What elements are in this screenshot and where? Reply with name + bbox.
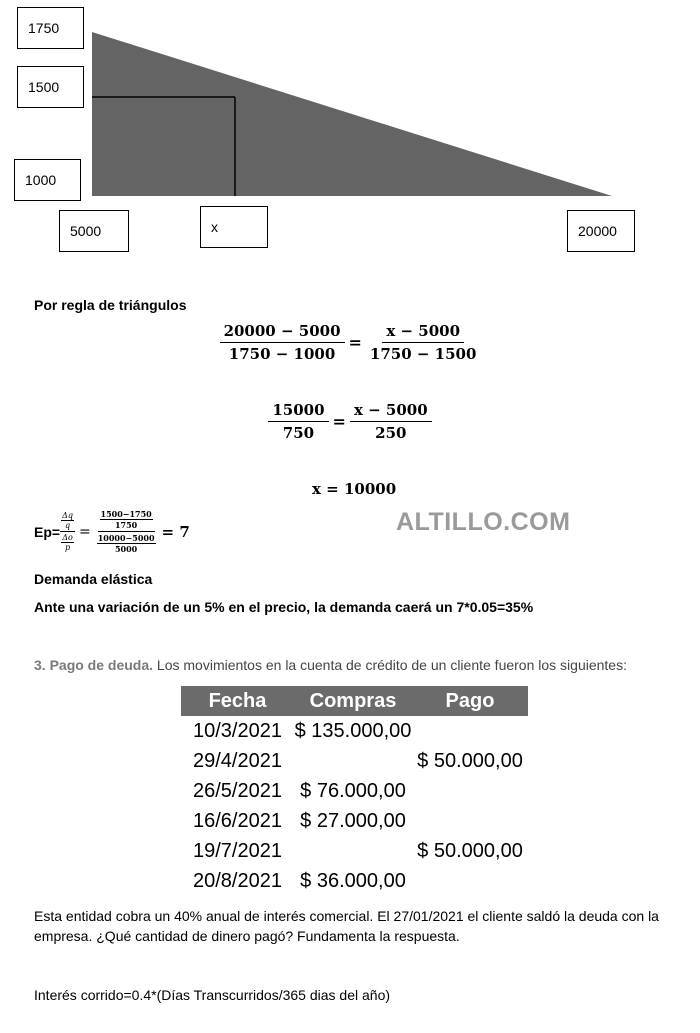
cell-compras: $ 36.000,00	[300, 869, 406, 892]
eq2-rhs-denominator: 250	[375, 424, 407, 442]
eq2-lhs-fraction	[268, 401, 328, 442]
demand-triangle	[92, 32, 612, 196]
elasticity-equals: =	[78, 523, 91, 540]
eq2-lhs-denominator: 750	[282, 424, 315, 442]
elasticity-d2: 5000	[114, 544, 138, 554]
problem3-question	[34, 906, 694, 946]
table-row	[181, 746, 528, 776]
elasticity-p: p	[64, 543, 71, 552]
cell-pago	[412, 776, 528, 806]
equation-3: x = 10000	[312, 480, 397, 498]
eq2-rhs-numerator: x − 5000	[350, 401, 432, 422]
table-header-row	[181, 686, 528, 716]
elasticity-values-bottom	[95, 532, 158, 554]
eq1-lhs-fraction	[220, 322, 345, 363]
solution-heading: Por regla de triángulos	[34, 297, 187, 313]
eq1-equals: =	[348, 333, 362, 352]
cell-compras: $ 135.000,00	[294, 719, 412, 742]
problem3-title: 3. Pago de deuda.	[34, 657, 154, 673]
eq2-rhs-fraction	[350, 401, 432, 442]
elasticity-definition	[60, 511, 75, 552]
cell-pago: $ 50.000,00	[417, 839, 523, 862]
table-row	[181, 836, 528, 866]
question-line-1: Esta entidad cobra un 40% anual de interés comercial. El 27/01/2021 el cliente saldó la deuda con la	[34, 908, 659, 924]
equation-2	[220, 401, 480, 442]
eq1-rhs-denominator: 1750 − 1500	[369, 345, 477, 363]
eq1-rhs-fraction	[366, 322, 481, 363]
elasticity-d1: 1750	[114, 520, 138, 530]
demand-type: Demanda elástica	[34, 571, 153, 587]
elasticity-formula	[34, 509, 190, 554]
cell-fecha: 29/4/2021	[193, 749, 282, 772]
equation-1	[200, 322, 500, 363]
elasticity-n2: 10000−5000	[97, 533, 155, 543]
eq1-lhs-numerator: 20000 − 5000	[220, 322, 345, 343]
cell-fecha: 26/5/2021	[193, 779, 282, 802]
x-label-5000: 5000	[59, 210, 129, 252]
elasticity-q: q	[64, 521, 71, 530]
watermark: ALTILLO.COM	[396, 508, 571, 536]
cell-compras	[294, 836, 412, 866]
header-pago: Pago	[412, 686, 528, 716]
problem3-intro: Los movimientos en la cuenta de crédito de un cliente fueron los siguientes:	[153, 657, 627, 673]
elasticity-p-ratio	[60, 532, 75, 552]
y-label-1750: 1750	[17, 7, 84, 49]
eq1-rhs-numerator: x − 5000	[382, 322, 464, 343]
cell-fecha: 10/3/2021	[193, 719, 282, 742]
table-row	[181, 716, 528, 746]
y-label-1000: 1000	[14, 159, 81, 201]
cell-compras: $ 76.000,00	[300, 779, 406, 802]
x-label-20000: 20000	[567, 210, 635, 252]
question-line-2: empresa. ¿Qué cantidad de dinero pagó? Fundamenta la respuesta.	[34, 928, 460, 944]
x-label-x: x	[200, 206, 268, 248]
cell-fecha: 19/7/2021	[193, 839, 282, 862]
cell-fecha: 16/6/2021	[193, 809, 282, 832]
conclusion-text: Ante una variación de un 5% en el precio, la demanda caerá un 7*0.05=35%	[34, 599, 534, 615]
cell-fecha: 20/8/2021	[193, 869, 282, 892]
elasticity-values-top	[98, 509, 155, 532]
problem3-statement	[34, 655, 694, 675]
cell-pago: $ 50.000,00	[417, 749, 523, 772]
elasticity-values	[95, 509, 158, 554]
table-row	[181, 866, 528, 896]
elasticity-result: = 7	[161, 522, 190, 541]
elasticity-dp: Δo	[62, 533, 73, 542]
eq2-lhs-numerator: 15000	[268, 401, 328, 422]
cell-compras: $ 27.000,00	[300, 809, 406, 832]
cell-pago	[412, 806, 528, 836]
cell-compras	[294, 746, 412, 776]
elasticity-n1: 1500−1750	[100, 509, 152, 519]
y-label-1500: 1500	[17, 66, 84, 108]
table-row	[181, 806, 528, 836]
cell-pago	[412, 716, 528, 746]
eq1-lhs-denominator: 1750 − 1000	[228, 345, 336, 363]
debt-movements-table	[181, 686, 528, 896]
elasticity-prefix: Ep=	[34, 523, 61, 540]
header-compras: Compras	[294, 686, 412, 716]
cell-pago	[412, 866, 528, 896]
elasticity-q-ratio	[60, 511, 75, 532]
elasticity-dq: Δq	[62, 511, 73, 520]
interest-formula: Interés corrido=0.4*(Días Transcurridos/365 dias del año)	[34, 987, 391, 1003]
header-fecha: Fecha	[181, 686, 294, 716]
eq2-equals: =	[332, 412, 346, 431]
table-row	[181, 776, 528, 806]
